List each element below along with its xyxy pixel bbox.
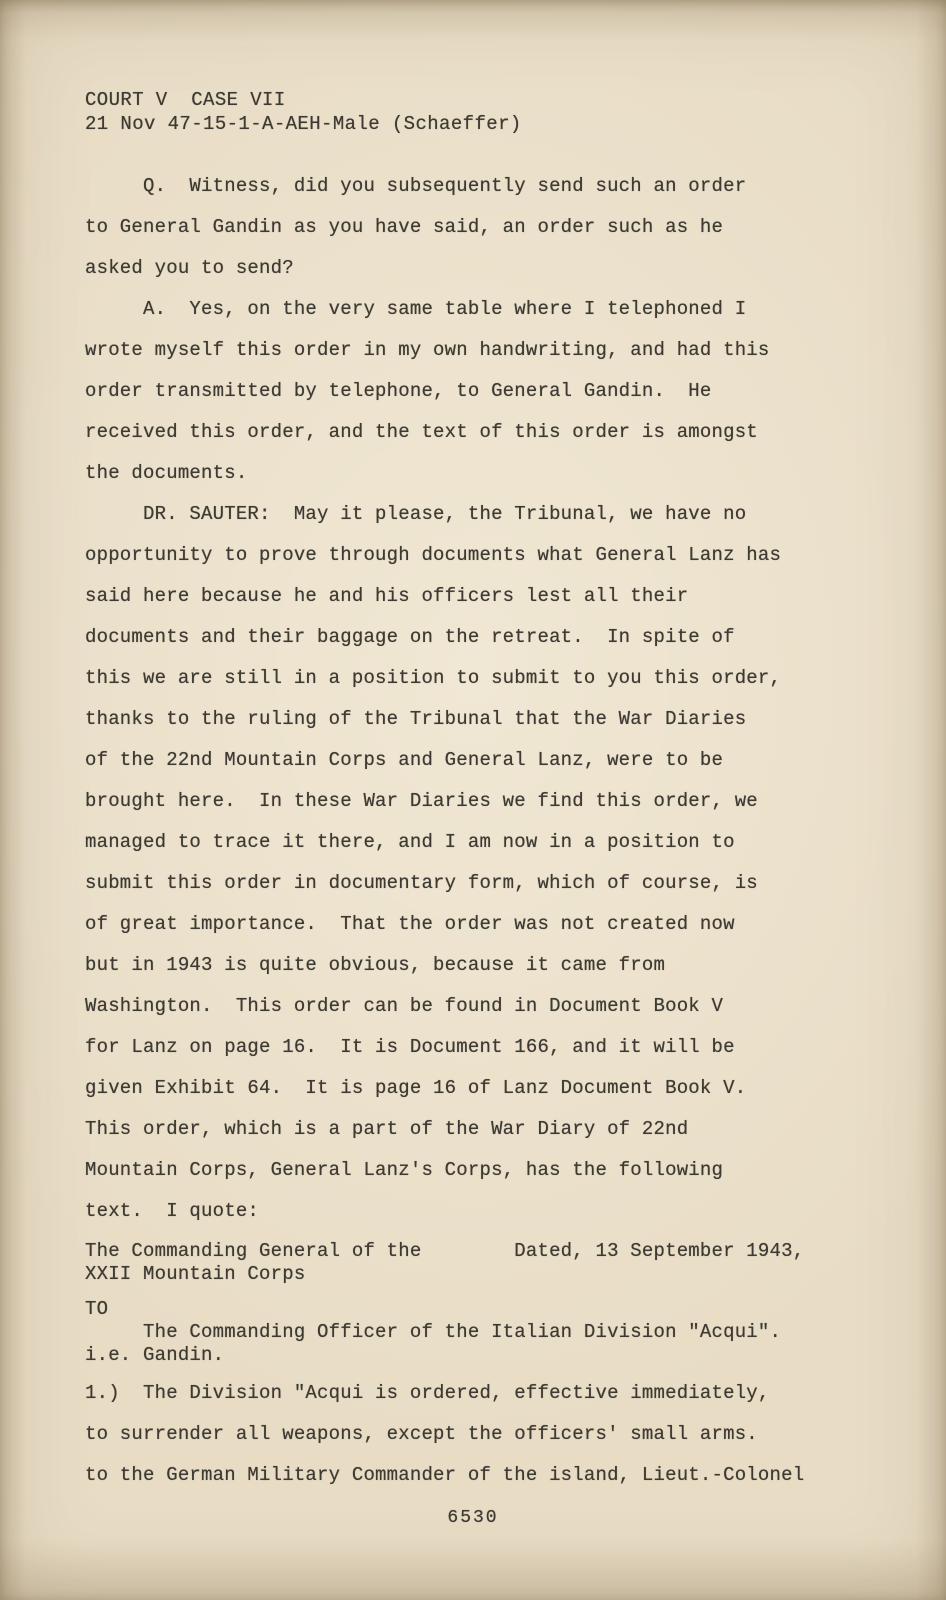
text-line: The Commanding General of the Dated, 13 September 1943, — [85, 1240, 805, 1262]
text-line: A. Yes, on the very same table where I telephoned I — [85, 298, 747, 320]
text-line: order transmitted by telephone, to General Gandin. He — [85, 380, 712, 402]
page-number: 6530 — [447, 1508, 499, 1528]
text-line: i.e. Gandin. — [85, 1344, 225, 1366]
text-line: DR. SAUTER: May it please, the Tribunal, we have no — [85, 503, 747, 525]
text-line: of great importance. That the order was not created now — [85, 913, 735, 935]
text-line: text. I quote: — [85, 1200, 260, 1222]
text-line: to the German Military Commander of the island, Lieut.-Colonel — [85, 1464, 805, 1486]
text-line: XXII Mountain Corps — [85, 1263, 306, 1285]
text-line: to General Gandin as you have said, an order such as he — [85, 216, 724, 238]
text-line: submit this order in documentary form, which of course, is — [85, 872, 758, 894]
document-body — [85, 166, 886, 1496]
text-line: wrote myself this order in my own handwriting, and had this — [85, 339, 770, 361]
section-order-heading — [85, 1240, 886, 1286]
text-line: to surrender all weapons, except the officers' small arms. — [85, 1423, 758, 1445]
text-line: Mountain Corps, General Lanz's Corps, has the following — [85, 1159, 724, 1181]
text-line: managed to trace it there, and I am now in a position to — [85, 831, 735, 853]
text-line: 1.) The Division "Acqui is ordered, effective immediately, — [85, 1382, 770, 1404]
text-line: This order, which is a part of the War Diary of 22nd — [85, 1118, 689, 1140]
text-line: The Commanding Officer of the Italian Division "Acqui". — [85, 1321, 782, 1343]
section-order-addressee — [85, 1298, 886, 1367]
text-line: for Lanz on page 16. It is Document 166, and it will be — [85, 1036, 735, 1058]
section-order-paragraph-1 — [85, 1373, 886, 1496]
section-testimony — [85, 166, 886, 1232]
text-line: documents and their baggage on the retreat. In spite of — [85, 626, 735, 648]
text-line: thanks to the ruling of the Tribunal that the War Diaries — [85, 708, 747, 730]
text-line: of the 22nd Mountain Corps and General Lanz, were to be — [85, 749, 724, 771]
text-line: but in 1943 is quite obvious, because it came from — [85, 954, 666, 976]
text-line: asked you to send? — [85, 257, 294, 279]
text-line: opportunity to prove through documents what General Lanz has — [85, 544, 782, 566]
text-line: brought here. In these War Diaries we find this order, we — [85, 790, 758, 812]
header-session-line: 21 Nov 47-15-1-A-AEH-Male (Schaeffer) — [85, 113, 522, 135]
text-line: Q. Witness, did you subsequently send such an order — [85, 175, 747, 197]
text-line: said here because he and his officers lest all their — [85, 585, 689, 607]
text-line: Washington. This order can be found in Document Book V — [85, 995, 724, 1017]
text-line: given Exhibit 64. It is page 16 of Lanz Document Book V. — [85, 1077, 747, 1099]
page-content — [85, 88, 886, 1496]
text-line: this we are still in a position to submit to you this order, — [85, 667, 782, 689]
text-line: TO — [85, 1298, 109, 1320]
header-case-line: COURT V CASE VII — [85, 89, 286, 111]
text-line: received this order, and the text of this order is amongst — [85, 421, 758, 443]
transcript-header — [85, 88, 886, 136]
text-line: the documents. — [85, 462, 248, 484]
